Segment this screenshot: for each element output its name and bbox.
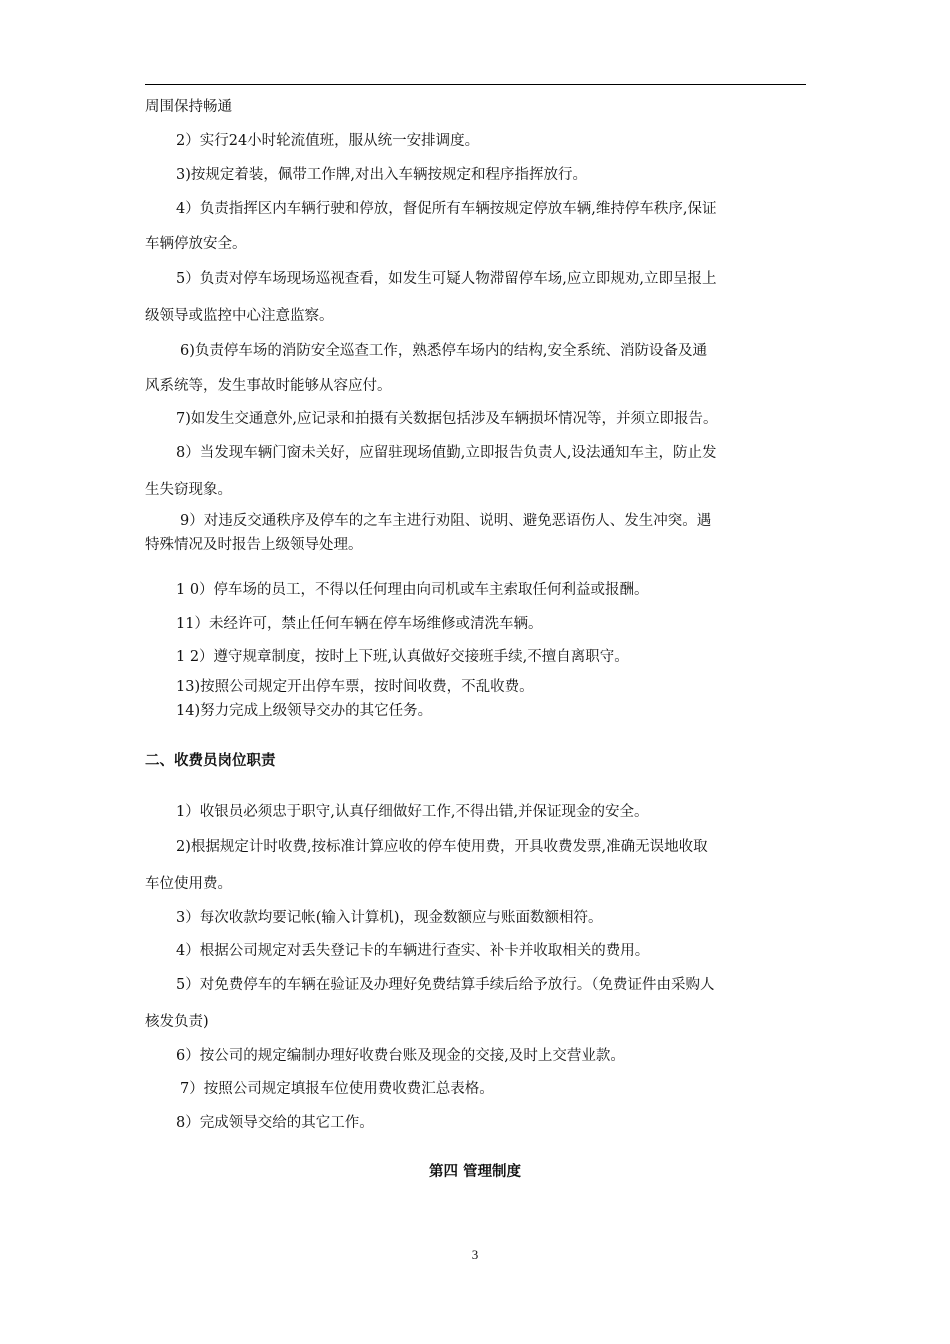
text-line: 5）对免费停车的车辆在验证及办理好免费结算手续后给予放行。（免费证件由采购人: [176, 977, 715, 993]
text-line: 6)负责停车场的消防安全巡查工作，熟悉停车场内的结构,安全系统、消防设备及通: [180, 343, 707, 359]
text-line: 生失窃现象。: [145, 482, 232, 498]
section-heading: 二、收费员岗位职责: [145, 753, 276, 769]
text-line: 8）完成领导交给的其它工作。: [176, 1115, 374, 1131]
text-line: 级领导或监控中心注意监察。: [145, 308, 334, 324]
text-line: 7)如发生交通意外,应记录和拍摄有关数据包括涉及车辆损坏情况等，并须立即报告。: [176, 411, 718, 427]
text-line: 4）负责指挥区内车辆行驶和停放，督促所有车辆按规定停放车辆,维持停车秩序,保证: [176, 201, 717, 217]
text-line: 9）对违反交通秩序及停车的之车主进行劝阻、说明、避免恶语伤人、发生冲突。遇: [180, 513, 712, 529]
text-line: 3)按规定着装，佩带工作牌,对出入车辆按规定和程序指挥放行。: [176, 167, 587, 183]
text-line: 3）每次收款均要记帐(输入计算机)，现金数额应与账面数额相符。: [176, 910, 603, 926]
text-line: 13)按照公司规定开出停车票，按时间收费，不乱收费。: [176, 679, 534, 695]
text-line: 11）未经许可，禁止任何车辆在停车场维修或清洗车辆。: [176, 616, 543, 632]
text-line: 1）收银员必须忠于职守,认真仔细做好工作,不得出错,并保证现金的安全。: [176, 804, 649, 820]
text-line: 车辆停放安全。: [145, 236, 247, 252]
text-line: 1 0）停车场的员工，不得以任何理由向司机或车主索取任何利益或报酬。: [176, 582, 649, 598]
text-line: 风系统等，发生事故时能够从容应付。: [145, 378, 392, 394]
text-line: 2)根据规定计时收费,按标准计算应收的停车使用费，开具收费发票,准确无误地收取: [176, 839, 708, 855]
text-line: 4）根据公司规定对丢失登记卡的车辆进行查实、补卡并收取相关的费用。: [176, 943, 650, 959]
text-line: 8）当发现车辆门窗未关好，应留驻现场值勤,立即报告负责人,设法通知车主，防止发: [176, 445, 717, 461]
text-line: 14)努力完成上级领导交办的其它任务。: [176, 703, 433, 719]
page-number: 3: [471, 1247, 479, 1262]
text-line: 1 2）遵守规章制度，按时上下班,认真做好交接班手续,不擅自离职守。: [176, 649, 629, 665]
text-line: 6）按公司的规定编制办理好收费台账及现金的交接,及时上交营业款。: [176, 1048, 625, 1064]
chapter-heading: 第四 管理制度: [428, 1164, 522, 1180]
text-line: 2）实行24小时轮流值班，服从统一安排调度。: [176, 133, 480, 149]
text-line: 核发负责): [145, 1014, 209, 1030]
text-line: 特殊情况及时报告上级领导处理。: [145, 537, 363, 553]
text-line: 车位使用费。: [145, 876, 232, 892]
text-line: 周围保持畅通: [145, 99, 232, 115]
text-line: 5）负责对停车场现场巡视查看，如发生可疑人物滞留停车场,应立即规劝,立即呈报上: [176, 271, 717, 287]
header-rule: [145, 84, 806, 85]
text-line: 7）按照公司规定填报车位使用费收费汇总表格。: [180, 1081, 494, 1097]
